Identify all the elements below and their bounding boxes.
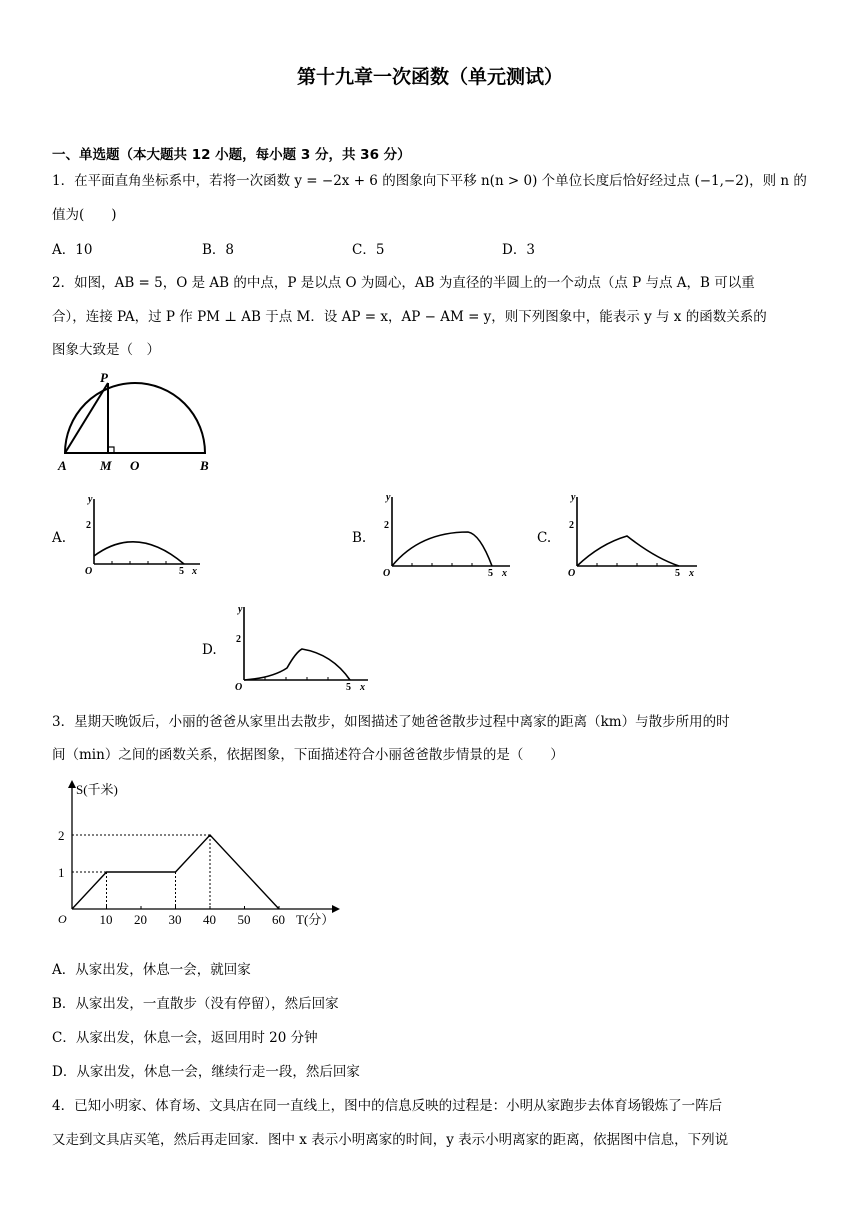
x-tick-label: 10 bbox=[99, 912, 113, 927]
q1-option-d: D．3 bbox=[502, 242, 535, 258]
segment-ap bbox=[65, 383, 108, 453]
svg-text:y: y bbox=[571, 492, 576, 503]
svg-text:5: 5 bbox=[488, 568, 493, 579]
q4-stem-line2: 又走到文具店买笔，然后再走回家．图中 x 表示小明离家的时间，y 表示小明离家的距离，依据图中信息，下列说 bbox=[52, 1132, 729, 1148]
svg-text:5: 5 bbox=[675, 568, 680, 579]
svg-text:y: y bbox=[88, 494, 93, 505]
svg-text:O: O bbox=[568, 568, 576, 579]
svg-text:O: O bbox=[85, 566, 93, 577]
label-o: O bbox=[130, 458, 140, 473]
q3-option-b: B．从家出发，一直散步（没有停留），然后回家 bbox=[52, 996, 339, 1012]
curve bbox=[94, 542, 184, 564]
y-axis-arrow bbox=[68, 780, 76, 788]
q1-option-b: B．8 bbox=[202, 242, 235, 258]
svg-text:O: O bbox=[383, 568, 391, 579]
x-tick-label: 20 bbox=[134, 912, 147, 927]
label-a: A bbox=[58, 458, 67, 473]
q2-option-b-letter: B. bbox=[352, 530, 367, 546]
q1-stem-line2: 值为( ) bbox=[52, 207, 117, 223]
q1-option-a: A．10 bbox=[52, 242, 93, 258]
svg-text:2: 2 bbox=[86, 520, 91, 531]
q2-graph-b bbox=[380, 492, 520, 580]
x-tick-label: 60 bbox=[272, 912, 285, 927]
q3-option-a: A．从家出发，休息一会，就回家 bbox=[52, 962, 251, 978]
x-axis-label: T(分） bbox=[296, 912, 335, 927]
svg-text:y: y bbox=[386, 492, 391, 503]
page-title: 第十九章一次函数（单元测试） bbox=[296, 66, 563, 88]
label-p: P bbox=[100, 370, 108, 385]
q2-graph-c bbox=[565, 492, 705, 580]
y-tick-label: 2 bbox=[58, 828, 65, 843]
q3-stem-line1: 3．星期天晚饭后，小丽的爸爸从家里出去散步，如图描述了她爸爸散步过程中离家的距离（km）与散步所用的时 bbox=[52, 714, 730, 730]
q2-option-a-letter: A. bbox=[52, 530, 67, 546]
svg-text:2: 2 bbox=[384, 520, 389, 531]
svg-text:x: x bbox=[502, 568, 507, 579]
svg-text:x: x bbox=[192, 566, 197, 577]
x-tick-label: 50 bbox=[237, 912, 251, 927]
y-tick-label: 1 bbox=[58, 865, 65, 880]
curve bbox=[244, 649, 350, 680]
q2-semicircle-figure bbox=[50, 370, 220, 480]
q3-option-c: C．从家出发，休息一会，返回用时 20 分钟 bbox=[52, 1030, 318, 1046]
label-b: B bbox=[200, 458, 209, 473]
curve bbox=[577, 536, 679, 566]
q3-stem-line2: 间（min）之间的函数关系，依据图象，下面描述符合小丽爸爸散步情景的是（ ） bbox=[52, 747, 564, 763]
svg-text:2: 2 bbox=[569, 520, 574, 531]
q1-option-c: C．5 bbox=[352, 242, 385, 258]
svg-text:5: 5 bbox=[179, 566, 184, 577]
q2-option-c-letter: C. bbox=[537, 530, 552, 546]
q2-option-d-letter: D. bbox=[202, 642, 217, 658]
q2-stem-line2: 合），连接 PA，过 P 作 PM ⊥ AB 于点 M．设 AP = x，AP − AM = y，则下列图象中，能表示 y 与 x 的函数关系的 bbox=[52, 309, 767, 325]
section-heading: 一、单选题（本大题共 12 小题，每小题 3 分，共 36 分） bbox=[52, 147, 411, 163]
q2-graph-a bbox=[82, 494, 212, 579]
svg-text:2: 2 bbox=[236, 634, 241, 645]
q2-stem-line1: 2．如图，AB = 5，O 是 AB 的中点，P 是以点 O 为圆心，AB 为直径的半圆上的一个动点（点 P 与点 A，B 可以重 bbox=[52, 275, 755, 291]
chart-origin: O bbox=[58, 912, 67, 926]
q3-distance-time-chart bbox=[50, 776, 340, 946]
q1-stem-line1: 1．在平面直角坐标系中，若将一次函数 y = −2x + 6 的图象向下平移 n(n > 0) 个单位长度后恰好经过点 (−1,−2)，则 n 的 bbox=[52, 173, 807, 189]
y-axis-label: S(千米) bbox=[76, 782, 118, 797]
q2-graph-d bbox=[232, 602, 377, 694]
svg-text:5: 5 bbox=[346, 682, 351, 693]
label-m: M bbox=[100, 458, 112, 473]
q2-stem-line3: 图象大致是（ ） bbox=[52, 342, 160, 358]
svg-text:y: y bbox=[238, 604, 243, 615]
q3-option-d: D．从家出发，休息一会，继续行走一段，然后回家 bbox=[52, 1064, 360, 1080]
q4-stem-line1: 4．已知小明家、体育场、文具店在同一直线上，图中的信息反映的过程是：小明从家跑步去体育场锻炼了一阵后 bbox=[52, 1098, 723, 1114]
x-tick-label: 30 bbox=[168, 912, 182, 927]
x-tick-label: 40 bbox=[203, 912, 216, 927]
svg-text:O: O bbox=[235, 682, 243, 693]
svg-text:x: x bbox=[689, 568, 694, 579]
curve bbox=[392, 532, 492, 566]
svg-text:x: x bbox=[360, 682, 365, 693]
